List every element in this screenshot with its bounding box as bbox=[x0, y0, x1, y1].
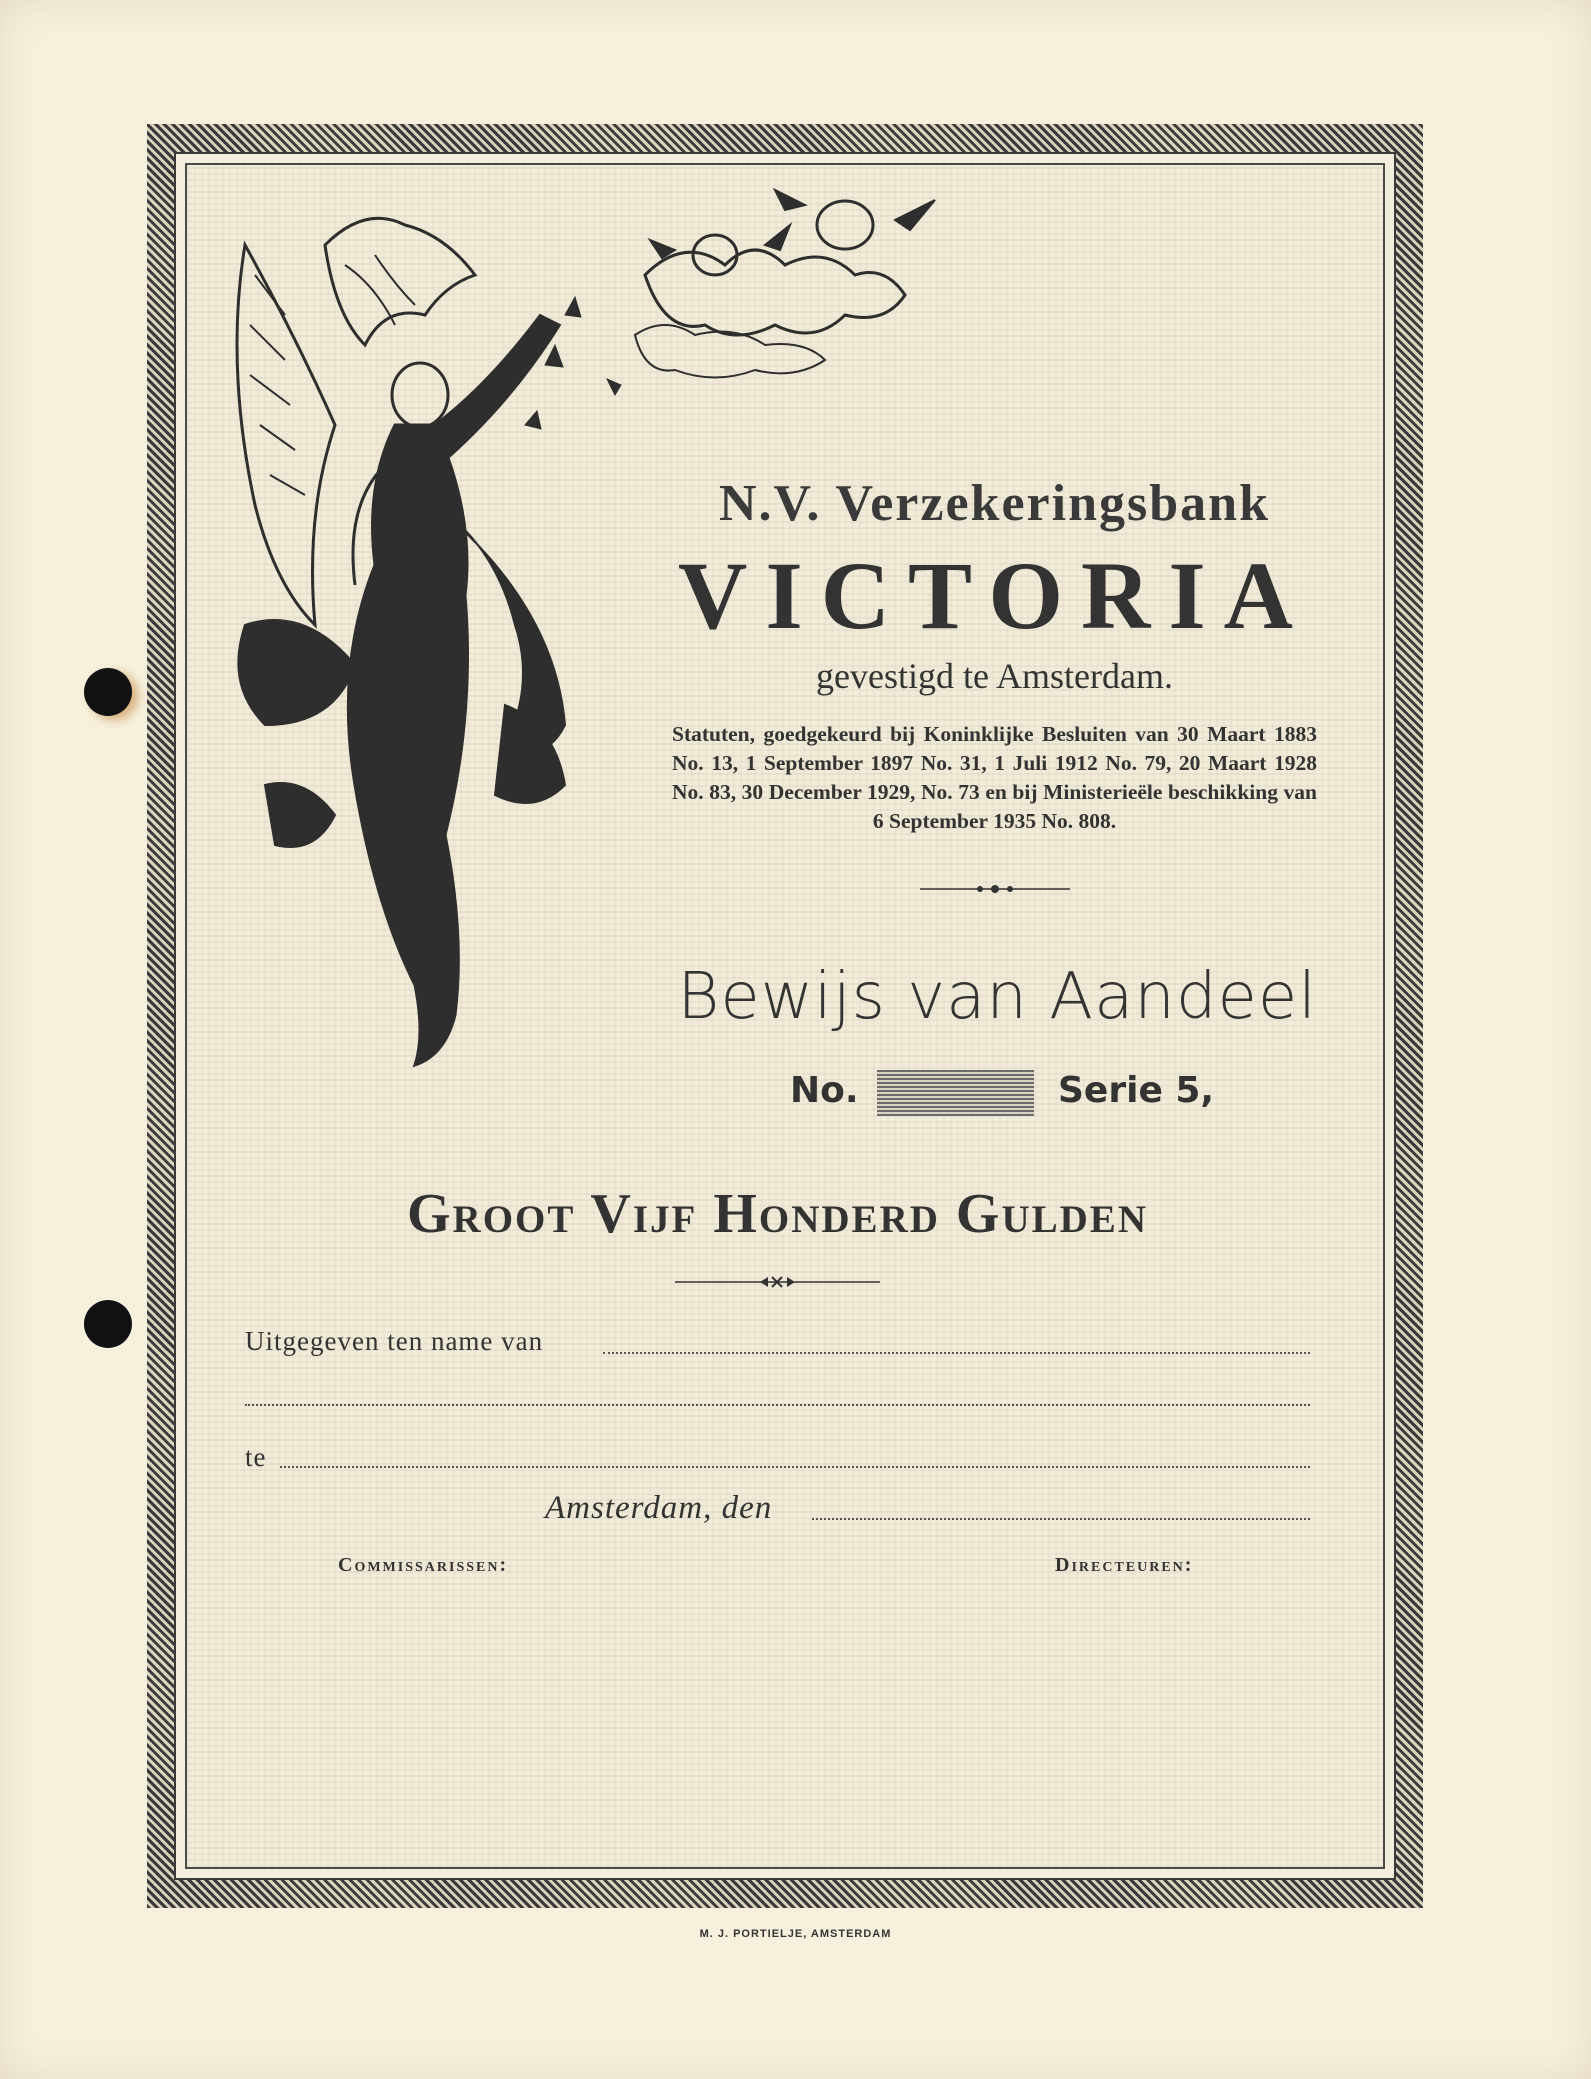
series-label: Serie 5, bbox=[1058, 1070, 1215, 1111]
company-name: VICTORIA bbox=[678, 542, 1311, 649]
amount-heading: Groot Vijf Honderd Gulden bbox=[407, 1183, 1148, 1245]
place-label: te bbox=[245, 1442, 267, 1472]
issued-to-label: Uitgegeven ten name van bbox=[245, 1326, 544, 1356]
company-seat: gevestigd te Amsterdam. bbox=[816, 656, 1173, 696]
number-label: No. bbox=[790, 1070, 859, 1111]
commissioners-label: Commissarissen: bbox=[338, 1554, 509, 1576]
city-date-label: Amsterdam, den bbox=[545, 1490, 773, 1526]
printer-imprint: M. J. PORTIELJE, AMSTERDAM bbox=[699, 1928, 892, 1940]
issued-to-line bbox=[603, 1352, 1310, 1354]
directors-label: Directeuren: bbox=[1055, 1554, 1194, 1576]
certificate-title: Bewijs van Aandeel bbox=[677, 960, 1317, 1034]
company-line: N.V. Verzekeringsbank bbox=[718, 475, 1270, 532]
issued-to-line-2 bbox=[245, 1404, 1310, 1406]
number-field bbox=[877, 1070, 1034, 1116]
punch-hole-top bbox=[84, 668, 132, 716]
date-line bbox=[812, 1518, 1310, 1520]
divider-ornament-icon bbox=[920, 882, 1070, 896]
divider-ornament-icon bbox=[675, 1274, 880, 1290]
statutes-text: Statuten, goedgekeurd bij Koninklijke Besluiten van 30 Maart 1883 No. 13, 1 September 1897 No. 31, 1 Juli 1912 No. 79, 20 Maart 1928 No. 83, 30 December 1929, No. 73 en bij Ministerieële beschikking van 6 September 1935 No. 808. bbox=[672, 722, 1317, 833]
place-line bbox=[280, 1466, 1310, 1468]
punch-hole-bottom bbox=[84, 1300, 132, 1348]
